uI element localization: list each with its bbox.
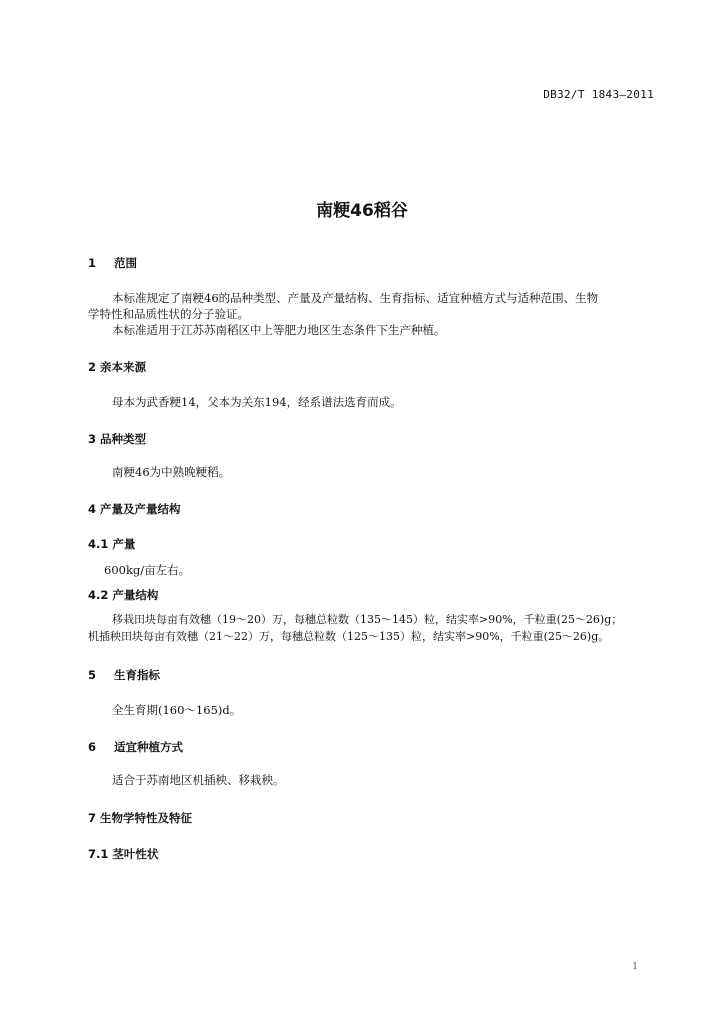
section-5-para-1: 全生育期(160～165)d。: [112, 703, 242, 717]
page-number: 1: [632, 962, 638, 972]
section-4-2-line-2: 机插秧田块每亩有效穗（21～22）万，每穗总粒数（125～135）粒，结实率>90%，千粒重(25～26)g。: [88, 630, 610, 643]
standard-code: DB32/T 1843—2011: [543, 88, 654, 101]
section-1-title: 范围: [114, 256, 138, 270]
section-1-number: 1: [88, 256, 97, 270]
section-1-para-1-line-1: 本标准规定了南粳46的品种类型、产量及产量结构、生育指标、适宜种植方式与适种范围、生物: [112, 291, 599, 305]
section-5-title: 生育指标: [114, 668, 161, 682]
section-4-1-heading: 4.1 产量: [88, 537, 136, 551]
document-title: 南粳46稻谷: [316, 201, 408, 221]
section-5-number: 5: [88, 668, 97, 682]
section-5-heading: [88, 667, 160, 683]
section-6-title: 适宜种植方式: [114, 740, 184, 754]
section-7-heading: 7 生物学特性及特征: [88, 811, 193, 825]
section-2-heading: 2 亲本来源: [88, 360, 147, 374]
section-7-1-heading: 7.1 茎叶性状: [88, 847, 159, 861]
section-1-para-1-line-2: 学特性和品质性状的分子验证。: [88, 307, 249, 321]
section-4-heading: 4 产量及产量结构: [88, 502, 181, 516]
section-4-2-heading: 4.2 产量结构: [88, 588, 159, 602]
section-4-2-line-1: 移栽田块每亩有效穗（19～20）万，每穗总粒数（135～145）粒，结实率>90%，千粒重(25～26)g；: [112, 613, 623, 626]
section-3-heading: 3 品种类型: [88, 432, 147, 446]
section-2-para-1: 母本为武香粳14，父本为关东194，经系谱法选育而成。: [112, 395, 402, 409]
section-6-para-1: 适合于苏南地区机插秧、移栽秧。: [112, 773, 285, 787]
section-4-1-para: 600kg/亩左右。: [104, 563, 191, 577]
section-1-para-2: 本标准适用于江苏苏南稻区中上等肥力地区生态条件下生产种植。: [112, 323, 446, 337]
section-1-heading: [88, 255, 137, 271]
section-6-number: 6: [88, 740, 97, 754]
section-3-para-1: 南粳46为中熟晚粳稻。: [112, 465, 231, 479]
section-6-heading: [88, 739, 183, 755]
